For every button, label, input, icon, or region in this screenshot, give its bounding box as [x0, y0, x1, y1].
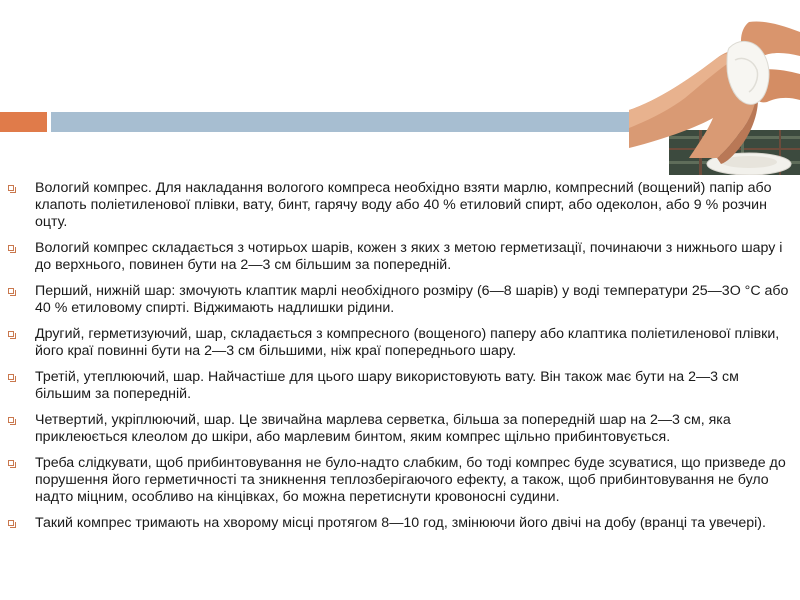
compress-on-knee-photo: [629, 12, 800, 175]
list-item: [6, 369, 792, 403]
square-bullet-icon: [6, 516, 20, 531]
paragraph-text: Треба слідкувати, щоб прибинтовування не було-надто слабким, бо тоді компрес буде зсуватися, що призведе до порушення його герметичності та зникнення теплозберігаючого ефекту, а також, щоб прибинтовування не було надто міцним, особливо на кінцівках, бо можна перетиснути кровоносні судини.: [35, 455, 786, 505]
square-bullet-icon: [6, 413, 20, 428]
list-item: [6, 326, 792, 360]
paragraph-text: Третій, утеплюючий, шар. Найчастіше для цього шару використовують вату. Він також має бути на 2—3 см більшим за попередній.: [35, 369, 739, 402]
header-accent-blue: [51, 112, 629, 132]
paragraph-text: Вологий компрес складається з чотирьох шарів, кожен з яких з метою герметизації, починаючи з нижнього шару і до верхнього, повинен бути на 2—3 см більшим за попередній.: [35, 240, 783, 273]
list-item: [6, 240, 792, 274]
paragraph-text: Другий, герметизуючий, шар, складається з компресного (вощеного) паперу або клаптика поліетиленової плівки, його краї повинні бути на 2—3 см більшими, ніж краї попереднього шару.: [35, 326, 780, 359]
list-item: [6, 412, 792, 446]
paragraph-text: Вологий компрес. Для накладання вологого компреса необхідно взяти марлю, компресний (вощений) папір або клапоть поліетиленової плівки, вату, бинт, гарячу воду або 40 % етиловий спирт, або одеколон, або 9 % розчин оцту.: [35, 180, 772, 230]
compress-instructions: [6, 180, 792, 541]
square-bullet-icon: [6, 456, 20, 471]
list-item: [6, 180, 792, 231]
square-bullet-icon: [6, 370, 20, 385]
square-bullet-icon: [6, 181, 20, 196]
square-bullet-icon: [6, 241, 20, 256]
paragraph-text: Такий компрес тримають на хворому місці протягом 8—10 год, змінюючи його двічі на добу (вранці та увечері).: [35, 515, 766, 531]
list-item: [6, 455, 792, 506]
header-accent-orange: [0, 112, 47, 132]
paragraph-text: Четвертий, укріплюючий, шар. Це звичайна марлева серветка, більша за попередній шар на 2—3 см, яка приклеюється клеолом до шкіри, або марлевим бинтом, яким компрес щільно прибинтовується.: [35, 412, 731, 445]
list-item: [6, 283, 792, 317]
square-bullet-icon: [6, 327, 20, 342]
paragraph-text: Перший, нижній шар: змочують клаптик марлі необхідного розміру (6—8 шарів) у воді температури 25—3О °С або 40 % етиловому спирті. Віджимають надлишки рідини.: [35, 283, 789, 316]
square-bullet-icon: [6, 284, 20, 299]
list-item: [6, 515, 792, 532]
